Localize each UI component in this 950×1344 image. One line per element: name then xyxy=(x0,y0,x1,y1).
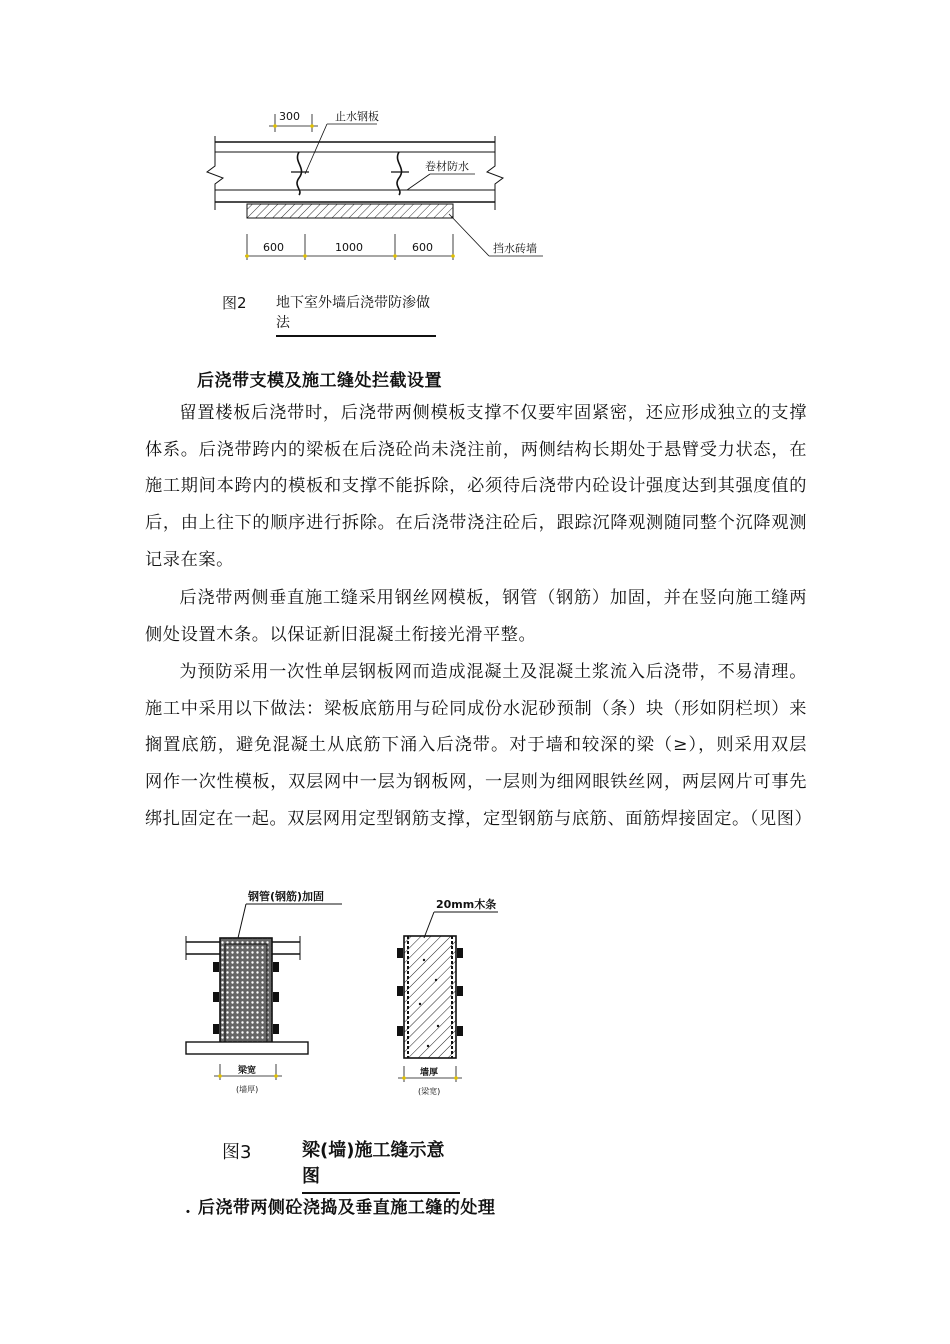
label-membrane: 卷材防水 xyxy=(425,160,469,173)
dim-1000: 1000 xyxy=(335,241,363,254)
waterstop-left xyxy=(297,152,302,195)
label-wall-sub: (梁宽) xyxy=(418,1087,441,1096)
figure-2-drawing xyxy=(195,100,555,275)
paragraph-3: 为预防采用一次性单层钢板网而造成混凝土及混凝土浆流入后浇带，不易清理。施工中采用以下做法：梁板底筋用与砼同成份水泥砂预制（条）块（形如阴栏坝）来搁置底筋，避免混凝土从底筋下涌入后浇带。对于墙和较深的梁（≥），则采用双层网作一次性模板，双层网中一层为钢板网，一层则为细网眼铁丝网，两层网片可事先绑扎固定在一起。双层网用定型钢筋支撑，定型钢筋与底筋、面筋焊接固定。（见图） xyxy=(145,662,813,829)
figure-2-svg xyxy=(195,100,555,275)
figure-2-title: 地下室外墙后浇带防渗做法 xyxy=(276,292,436,337)
paragraph-1: 留置楼板后浇带时，后浇带两侧模板支撑不仅要牢固紧密，还应形成独立的支撑体系。后浇带跨内的梁板在后浇砼尚未浇注前，两侧结构长期处于悬臂受力状态，在施工期间本跨内的模板和支撑不能拆除，必须待后浇带内砼设计强度达到其强度值的后，由上往下的顺序进行拆除。在后浇带浇注砼后，跟踪沉降观测随同整个沉降观测记录在案。 xyxy=(145,403,807,570)
break-line-left xyxy=(207,136,223,210)
wall-hatch-body xyxy=(404,936,456,1058)
label-wood-strip: 20mm木条 xyxy=(436,898,497,911)
waterstop-right xyxy=(397,152,402,195)
label-beam-sub: (墙厚) xyxy=(236,1085,259,1094)
label-waterstop: 止水钢板 xyxy=(335,110,379,123)
label-steel-pipe: 钢管(钢筋)加固 xyxy=(248,890,325,903)
paragraph-2: 后浇带两侧垂直施工缝采用钢丝网模板，钢管（钢筋）加固，并在竖向施工缝两侧处设置木条。以保证新旧混凝土衔接光滑平整。 xyxy=(145,588,807,645)
beam-mesh-body xyxy=(220,938,272,1048)
dim-600-right: 600 xyxy=(412,241,433,254)
section-heading-vertical-joint: . 后浇带两侧砼浇捣及垂直施工缝的处理 xyxy=(185,1198,496,1218)
break-line-right xyxy=(487,136,503,210)
figure-3-title: 梁(墙)施工缝示意图 xyxy=(302,1136,460,1194)
label-brickwall: 挡水砖墙 xyxy=(493,242,537,255)
figure-3-number: 图3 xyxy=(222,1142,252,1163)
section-heading-formwork: 后浇带支模及施工缝处拦截设置 xyxy=(197,371,442,391)
label-wall-thick: 墙厚 xyxy=(420,1068,439,1078)
label-beam-width: 梁宽 xyxy=(238,1066,257,1076)
dim-300: 300 xyxy=(279,110,300,123)
brick-wall-hatch xyxy=(247,204,453,218)
dim-600-left: 600 xyxy=(263,241,284,254)
figure-3-drawing xyxy=(180,880,520,1110)
figure-2-number: 图2 xyxy=(222,294,247,312)
figure-3-svg xyxy=(180,880,520,1110)
